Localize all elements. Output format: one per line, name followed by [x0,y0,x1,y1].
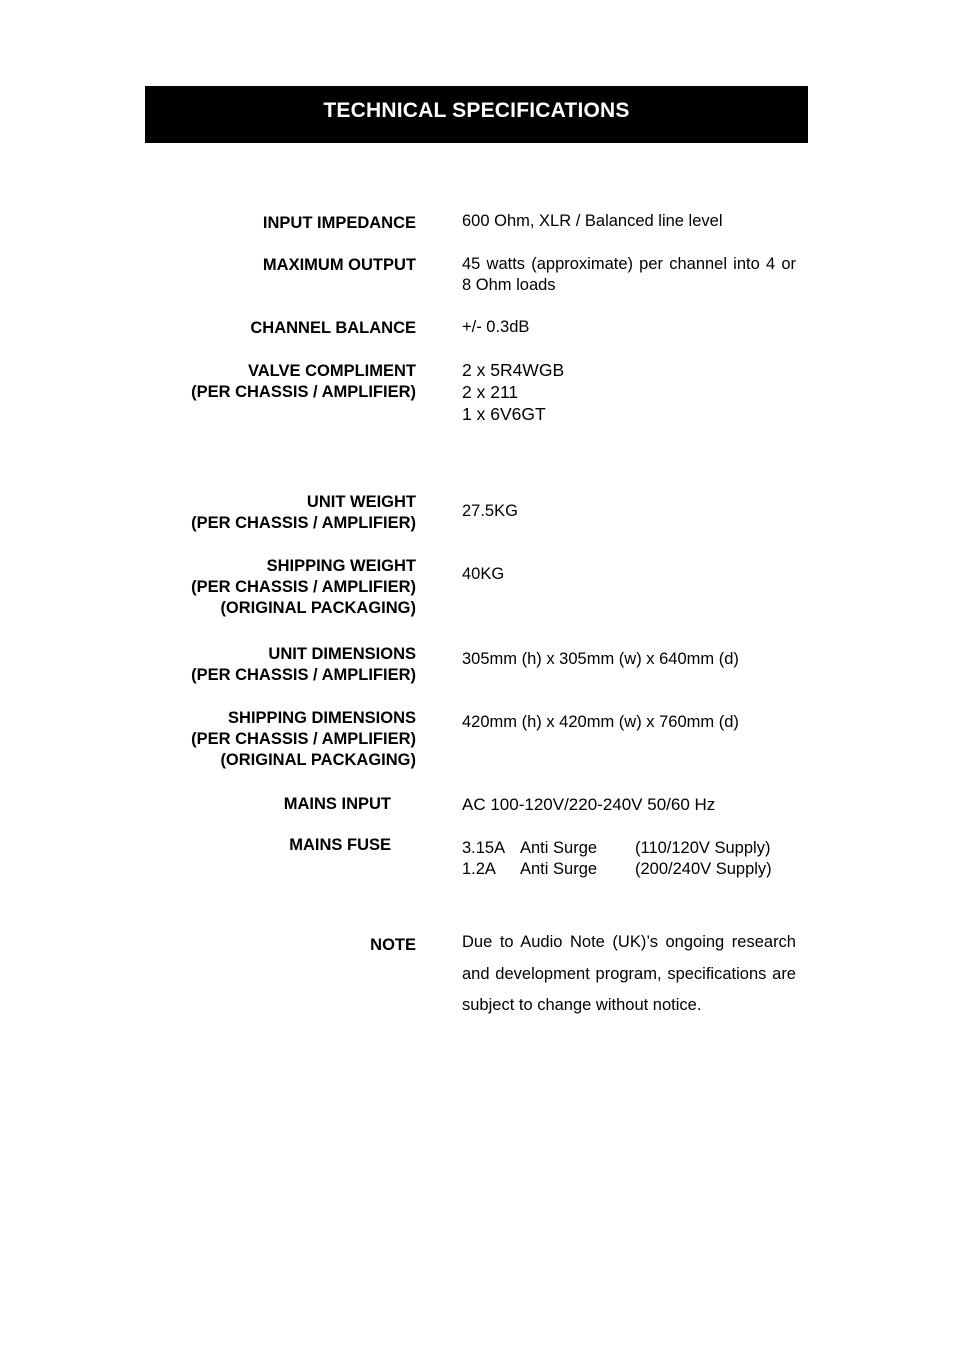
spec-label-line: CHANNEL BALANCE [250,319,416,337]
input-impedance-label [263,213,416,234]
fuse-type: Anti Surge [520,839,598,857]
mains-fuse-label [289,835,391,856]
valve-item: 1 x 6V6GT [462,404,546,424]
spec-label-line: (ORIGINAL PACKAGING) [220,599,416,617]
maximum-output-value: 45 watts (approximate) per channel into 4 or 8 Ohm loads [462,255,796,294]
spec-label-line: MAINS FUSE [289,836,391,854]
header-bar [145,86,808,143]
shipping-dimensions-value [462,712,796,733]
unit-dimensions-label [191,644,416,686]
spec-label-line: (PER CHASSIS / AMPLIFIER) [191,514,416,532]
valve-compliment-label [191,361,416,403]
spec-label-line: MAXIMUM OUTPUT [262,256,416,274]
mains-input-value [462,794,796,815]
spec-value-line: 600 Ohm, XLR / Balanced line level [462,212,723,230]
spec-value-line: 420mm (h) x 420mm (w) x 760mm (d) [462,713,739,731]
spec-label-line: (PER CHASSIS / AMPLIFIER) [191,666,416,684]
spec-label-line: UNIT DIMENSIONS [268,645,416,663]
unit-weight-value [462,501,796,522]
fuse-row [462,838,796,859]
spec-value-line: 27.5KG [462,502,518,520]
fuse-type: Anti Surge [520,860,598,878]
spec-value-line: +/- 0.3dB [462,318,530,336]
spec-value-line: AC 100-120V/220-240V 50/60 Hz [462,795,716,814]
fuse-supply: (200/240V Supply) [635,860,772,878]
unit-weight-label [191,492,416,534]
unit-dimensions-value [462,649,796,670]
page-title: TECHNICAL SPECIFICATIONS [323,98,630,122]
fuse-rating: 3.15A [462,839,506,857]
fuse-rating: 1.2A [462,860,496,878]
input-impedance-value [462,211,796,232]
spec-label-line: (PER CHASSIS / AMPLIFIER) [191,383,416,401]
valve-compliment-value [462,359,796,425]
spec-value-line: 305mm (h) x 305mm (w) x 640mm (d) [462,650,739,668]
channel-balance-label [250,318,416,339]
shipping-dimensions-label [191,708,416,771]
spec-label-line: (PER CHASSIS / AMPLIFIER) [191,578,416,596]
spec-label-line: (PER CHASSIS / AMPLIFIER) [191,730,416,748]
spec-label-line: UNIT WEIGHT [306,493,416,511]
shipping-weight-label [191,556,416,619]
valve-item: 2 x 211 [462,382,519,402]
valve-item: 2 x 5R4WGB [462,360,565,380]
shipping-weight-value [462,564,796,585]
spec-value-line: 40KG [462,565,505,583]
spec-label-line: INPUT IMPEDANCE [262,214,416,232]
spec-label-line: SHIPPING DIMENSIONS [228,709,416,727]
mains-fuse-value [462,838,796,880]
maximum-output-label [263,255,416,276]
spec-label-line: NOTE [370,936,416,954]
note-label [370,935,416,956]
channel-balance-value [462,317,796,338]
note-text: Due to Audio Note (UK)’s ongoing research and development program, specifications are subject to change without notice. [462,933,796,1014]
spec-label-line: MAINS INPUT [283,795,391,813]
fuse-supply: (110/120V Supply) [635,839,771,857]
mains-input-label [284,794,391,815]
spec-label-line: SHIPPING WEIGHT [266,557,416,575]
fuse-row [462,859,796,880]
spec-label-line: VALVE COMPLIMENT [247,362,416,380]
spec-label-line: (ORIGINAL PACKAGING) [220,751,416,769]
